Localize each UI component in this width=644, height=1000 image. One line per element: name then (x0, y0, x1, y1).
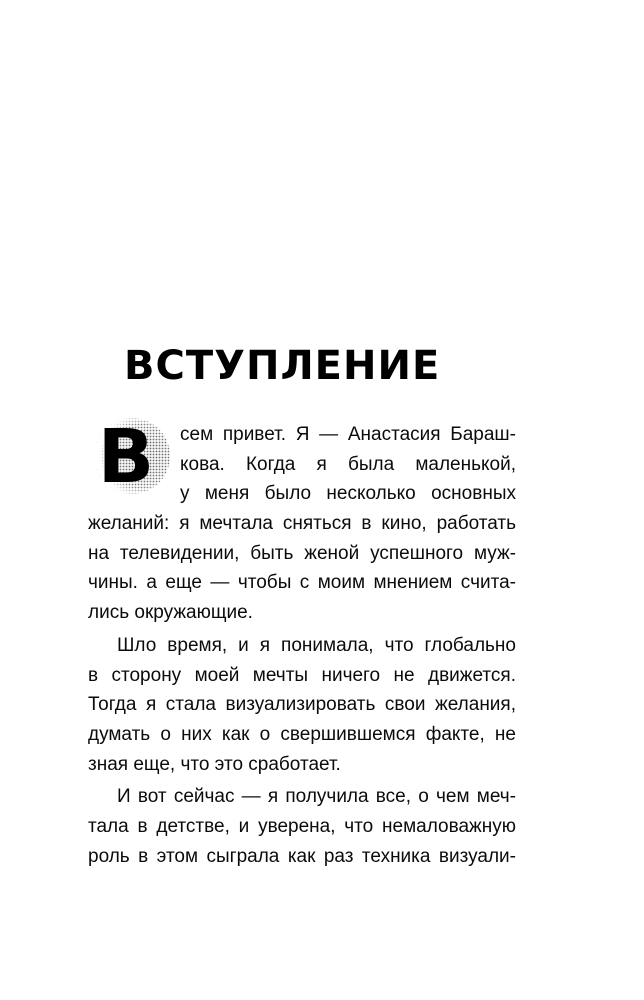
text-line: лись окружающие. (88, 602, 253, 624)
text-line: Шло время, и я понимала, что глобально (117, 634, 516, 656)
text-line: роль в этом сыграла как раз техника визуали- (88, 845, 516, 867)
text-line: на телевидении, быть женой успешного муж- (88, 542, 516, 564)
text-line: желаний: я мечтала сняться в кино, работать (88, 513, 516, 535)
dropcap-letter: В (97, 414, 155, 500)
text-line: в сторону моей мечты ничего не движется. (88, 664, 516, 686)
text-line: И вот сейчас — я получила все, о чем меч- (117, 786, 516, 808)
text-line: тала в детстве, и уверена, что немаловажную (88, 815, 516, 837)
text-line: Тогда я стала визуализировать свои желания, (88, 694, 516, 716)
text-line: сем привет. Я — Анастасия Бараш- (180, 424, 516, 445)
text-line: чины. а еще — чтобы с моим мнением счита- (88, 572, 516, 594)
text-line: думать о них как о свершившемся факте, не (88, 723, 516, 745)
text-line: кова. Когда я была маленькой, (180, 453, 516, 475)
text-line: у меня было несколько основных (180, 483, 516, 505)
text-line: зная еще, что это сработает. (88, 753, 341, 775)
chapter-title: ВСТУПЛЕНИЕ (124, 343, 441, 389)
body-text (88, 420, 516, 871)
